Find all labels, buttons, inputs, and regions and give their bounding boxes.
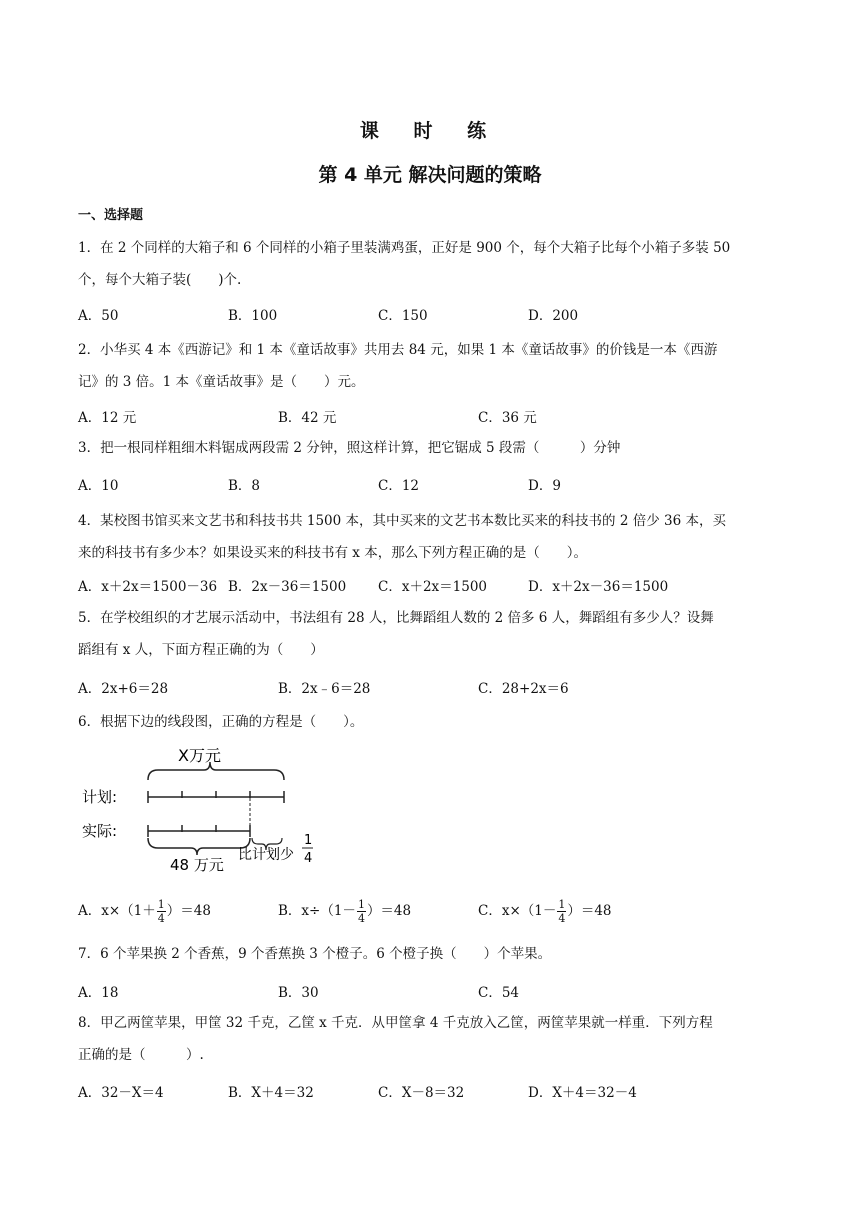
question-1-line-1: 1．在 2 个同样的大箱子和 6 个同样的小箱子里装满鸡蛋，正好是 900 个，每个大箱子比每个小箱子多装 50 xyxy=(78,240,731,256)
page-title: 课 时 练 xyxy=(359,120,501,142)
q7-option-b[interactable]: B．30 xyxy=(278,985,319,1001)
q5-option-a[interactable]: A．2x+6＝28 xyxy=(78,681,169,697)
diagram-top-label: X万元 xyxy=(178,746,221,765)
q7-option-c[interactable]: C．54 xyxy=(478,985,520,1001)
q8-option-b[interactable]: B．X＋4＝32 xyxy=(228,1085,314,1101)
q2-option-a[interactable]: A．12 元 xyxy=(78,410,137,426)
q3-option-b[interactable]: B．8 xyxy=(228,478,261,494)
q4-option-c[interactable]: C．x＋2x＝1500 xyxy=(378,579,488,595)
q7-option-a[interactable]: A．18 xyxy=(78,985,119,1001)
question-3-line-1: 3．把一根同样粗细木料锯成两段需 2 分钟，照这样计算，把它锯成 5 段需（ ）分钟 xyxy=(78,440,621,456)
fraction: $\frac{1}{4}$ xyxy=(157,898,165,925)
question-2-line-2: 记》的 3 倍。1 本《童话故事》是（ ）元。 xyxy=(78,374,365,390)
question-6-line-1: 6．根据下边的线段图，正确的方程是（ ）。 xyxy=(78,714,364,730)
question-4-line-1: 4．某校图书馆买来文艺书和科技书共 1500 本，其中买来的文艺书本数比买来的科技书的 2 倍少 36 本，买 xyxy=(78,513,726,529)
question-8-line-1: 8．甲乙两筐苹果，甲筐 32 千克，乙筐 x 千克．从甲筐拿 4 千克放入乙筐，两筐苹果就一样重．下列方程 xyxy=(78,1015,713,1031)
question-7-line-1: 7．6 个苹果换 2 个香蕉，9 个香蕉换 3 个橙子。6 个橙子换（ ）个苹果。 xyxy=(78,946,552,962)
section-heading: 一、选择题 xyxy=(78,208,144,223)
q1-option-a[interactable]: A．50 xyxy=(78,308,119,324)
line-segment-diagram xyxy=(78,738,328,878)
q8-option-a[interactable]: A．32－X＝4 xyxy=(78,1085,164,1101)
q6-option-a[interactable]: A．x×（1＋ $\frac{1}{4}$ ）＝48 xyxy=(78,898,211,925)
q2-option-b[interactable]: B．42 元 xyxy=(278,410,337,426)
question-1-line-2: 个，每个大箱子装( )个. xyxy=(78,272,242,288)
diff-label: 比计划少 xyxy=(238,847,294,863)
fraction: $\frac{1}{4}$ xyxy=(357,898,365,925)
unit-subtitle: 第 4 单元 解决问题的策略 xyxy=(318,164,542,186)
question-5-line-2: 蹈组有 x 人，下面方程正确的为（ ） xyxy=(78,642,324,658)
q3-option-d[interactable]: D．9 xyxy=(528,478,561,494)
bottom-label: 48 万元 xyxy=(170,856,224,874)
q3-option-c[interactable]: C．12 xyxy=(378,478,420,494)
q3-option-a[interactable]: A．10 xyxy=(78,478,119,494)
question-8-line-2: 正确的是（ ）. xyxy=(78,1047,204,1063)
q1-option-c[interactable]: C．150 xyxy=(378,308,428,324)
bottom-brace xyxy=(148,838,250,855)
q5-option-c[interactable]: C．28+2x＝6 xyxy=(478,681,569,697)
q8-option-c[interactable]: C．X－8＝32 xyxy=(378,1085,465,1101)
diff-fraction-numerator: 1 xyxy=(304,833,313,848)
q1-option-d[interactable]: D．200 xyxy=(528,308,579,324)
q8-option-d[interactable]: D．X＋4＝32－4 xyxy=(528,1085,637,1101)
plan-label: 计划: xyxy=(82,788,118,806)
q6-option-c[interactable]: C．x×（1－ $\frac{1}{4}$ ）＝48 xyxy=(478,898,612,925)
q5-option-b[interactable]: B．2x﹣6＝28 xyxy=(278,681,371,697)
q1-option-b[interactable]: B．100 xyxy=(228,308,278,324)
question-4-line-2: 来的科技书有多少本？如果设买来的科技书有 x 本，那么下列方程正确的是（ ）。 xyxy=(78,545,587,561)
q6-option-b[interactable]: B．x÷（1－ $\frac{1}{4}$ ）＝48 xyxy=(278,898,412,925)
question-5-line-1: 5．在学校组织的才艺展示活动中，书法组有 28 人，比舞蹈组人数的 2 倍多 6 人，舞蹈组有多少人？设舞 xyxy=(78,610,714,626)
q4-option-a[interactable]: A．x＋2x＝1500－36 xyxy=(78,579,218,595)
q4-option-d[interactable]: D．x＋2x－36＝1500 xyxy=(528,579,669,595)
question-2-line-1: 2．小华买 4 本《西游记》和 1 本《童话故事》共用去 84 元，如果 1 本《童话故事》的价钱是一本《西游 xyxy=(78,342,718,358)
actual-label: 实际: xyxy=(82,822,118,840)
diff-fraction-denominator: 4 xyxy=(304,851,313,866)
q2-option-c[interactable]: C．36 元 xyxy=(478,410,537,426)
fraction: $\frac{1}{4}$ xyxy=(558,898,566,925)
q4-option-b[interactable]: B．2x－36＝1500 xyxy=(228,579,347,595)
